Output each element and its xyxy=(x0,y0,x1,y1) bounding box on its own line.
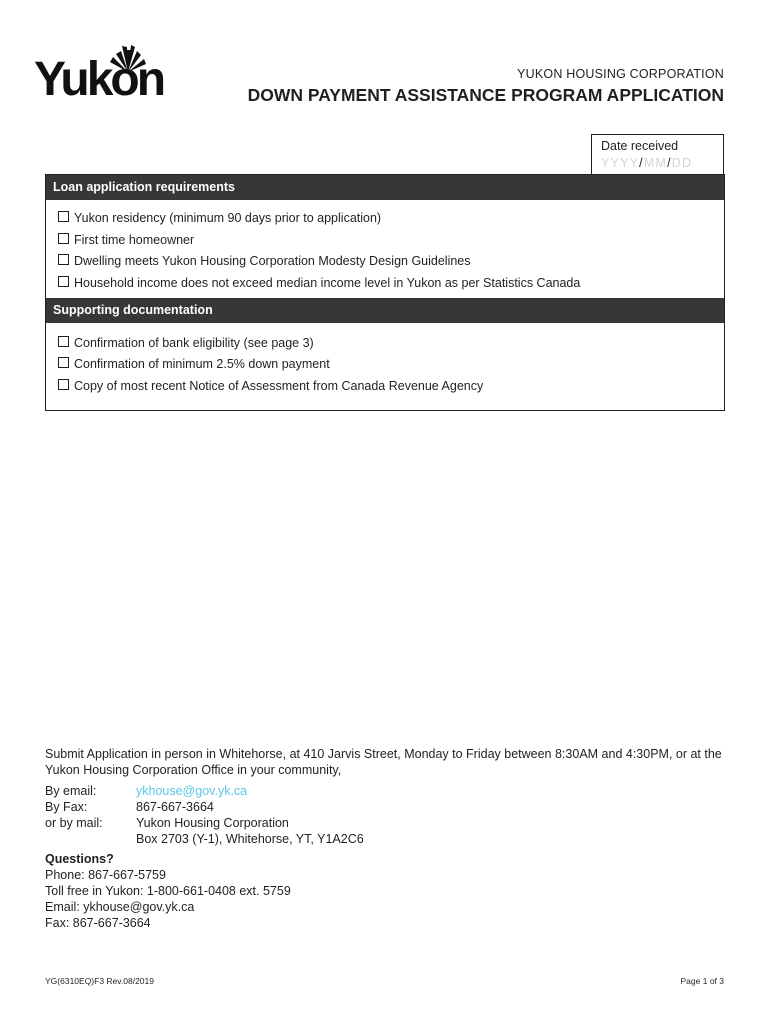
page-number: Page 1 of 3 xyxy=(680,976,724,986)
form-code: YG(6310EQ)F3 Rev.08/2019 xyxy=(45,976,154,986)
checkbox[interactable] xyxy=(58,211,69,222)
mail-address-line2: Box 2703 (Y-1), Whitehorse, YT, Y1A2C6 xyxy=(136,832,364,846)
documentation-heading: Supporting documentation xyxy=(46,298,724,323)
checkbox[interactable] xyxy=(58,276,69,287)
checkbox[interactable] xyxy=(58,336,69,347)
email-link[interactable]: ykhouse@gov.yk.ca xyxy=(136,784,248,798)
list-item-label: Confirmation of minimum 2.5% down payment xyxy=(74,357,330,372)
list-item-label: Confirmation of bank eligibility (see page 3) xyxy=(74,335,314,350)
date-month-placeholder: MM xyxy=(643,156,668,170)
list-item xyxy=(58,229,724,251)
date-separator: / xyxy=(667,156,672,170)
questions-phone: Phone: 867-667-5759 xyxy=(45,868,166,882)
list-item xyxy=(58,207,724,229)
list-item-label: Copy of most recent Notice of Assessment from Canada Revenue Agency xyxy=(74,378,484,393)
logo-wordmark: Yukon xyxy=(34,53,164,106)
yukon-logo xyxy=(34,44,174,108)
organization-name: YUKON HOUSING CORPORATION xyxy=(517,67,724,81)
date-received-field[interactable] xyxy=(591,134,724,174)
mail-address-line1: Yukon Housing Corporation xyxy=(136,816,289,830)
list-item-label: First time homeowner xyxy=(74,232,195,247)
date-year-placeholder: YYYY xyxy=(601,156,640,170)
list-item-label: Household income does not exceed median income level in Yukon as per Statistics Canada xyxy=(74,275,581,290)
checkbox[interactable] xyxy=(58,357,69,368)
checkbox[interactable] xyxy=(58,379,69,390)
questions-heading: Questions? xyxy=(45,852,114,866)
list-item xyxy=(58,332,724,354)
checkbox[interactable] xyxy=(58,233,69,244)
documentation-list xyxy=(46,323,724,401)
fax-number: 867-667-3664 xyxy=(136,800,214,814)
list-item xyxy=(58,250,724,272)
date-received-label: Date received xyxy=(601,139,679,153)
fax-label: By Fax: xyxy=(45,800,88,814)
requirements-list xyxy=(46,200,724,298)
date-separator: / xyxy=(639,156,644,170)
questions-toll-free: Toll free in Yukon: 1-800-661-0408 ext. 5759 xyxy=(45,884,291,898)
submission-instructions: Submit Application in person in Whitehorse, at 410 Jarvis Street, Monday to Friday between 8:30AM and 4:30PM, or at the Yukon Housing Corporation Office in your community, xyxy=(45,747,722,777)
date-format-placeholder[interactable] xyxy=(601,156,692,170)
mail-label: or by mail: xyxy=(45,816,103,830)
email-label: By email: xyxy=(45,784,97,798)
date-day-placeholder: DD xyxy=(671,156,693,170)
page-title: DOWN PAYMENT ASSISTANCE PROGRAM APPLICATION xyxy=(247,85,724,105)
checkbox[interactable] xyxy=(58,254,69,265)
list-item-label: Dwelling meets Yukon Housing Corporation Modesty Design Guidelines xyxy=(74,254,471,269)
questions-section xyxy=(45,851,291,931)
checklist-panel xyxy=(45,174,725,411)
questions-fax: Fax: 867-667-3664 xyxy=(45,916,151,930)
contact-methods xyxy=(45,783,364,847)
list-item xyxy=(58,375,724,397)
list-item-label: Yukon residency (minimum 90 days prior to application) xyxy=(74,210,382,225)
list-item xyxy=(58,272,724,294)
requirements-heading: Loan application requirements xyxy=(46,175,724,200)
list-item xyxy=(58,353,724,375)
questions-email: Email: ykhouse@gov.yk.ca xyxy=(45,900,195,914)
